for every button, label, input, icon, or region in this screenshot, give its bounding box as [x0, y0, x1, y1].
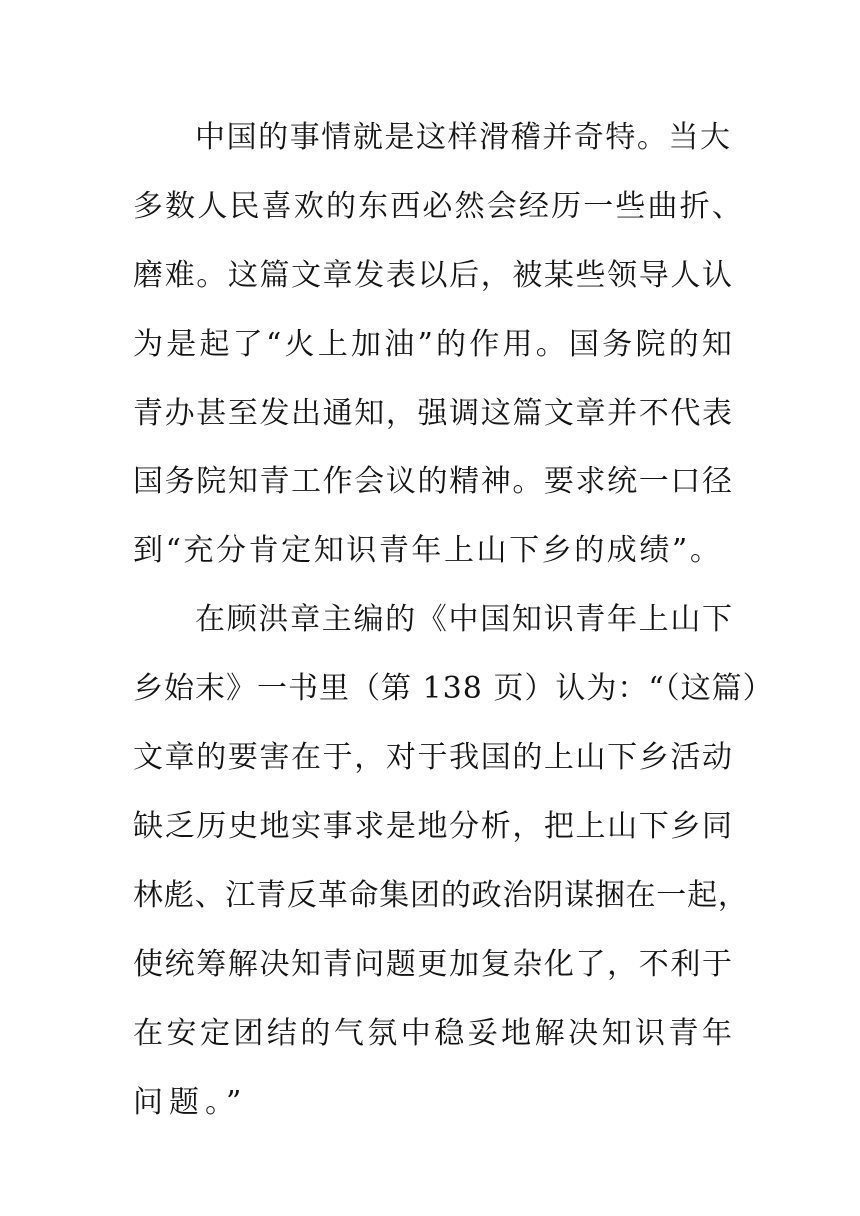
text-line: 文 章 的 要 害 在 于 ， 对 于 我 国 的 上 山 下 乡 活 动 — [133, 740, 732, 775]
text-line: 多 数 人 民 喜 欢 的 东 西 必 然 会 经 历 一 些 曲 折 、 — [133, 189, 742, 224]
text-line: 使 统 筹 解 决 知 青 问 题 更 加 复 杂 化 了 ， 不 利 于 — [133, 947, 732, 982]
text-line: 乡始末》一书里（第 138 页）认为：“（这篇） — [133, 671, 774, 706]
text-line: 缺 乏 历 史 地 实 事 求 是 地 分 析 ， 把 上 山 下 乡 同 — [133, 809, 732, 844]
text-line: 青 办 甚 至 发 出 通 知 ， 强 调 这 篇 文 章 并 不 代 表 — [133, 396, 732, 431]
text-line: 为 是 起 了 “ 火 上 加 油 ” 的 作 用 。 国 务 院 的 知 — [133, 327, 732, 362]
text-line: 在 顾 洪 章 主 编 的 《 中 国 知 识 青 年 上 山 下 — [195, 602, 732, 637]
text-line: 问题。” — [133, 1085, 248, 1120]
text-line: 到 “ 充 分 肯 定 知 识 青 年 上 山 下 乡 的 成 绩 ” 。 — [133, 533, 720, 568]
text-line: 在 安 定 团 结 的 气 氛 中 稳 妥 地 解 决 知 识 青 年 — [133, 1016, 732, 1051]
text-line: 中 国 的 事 情 就 是 这 样 滑 稽 并 奇 特 。 当 大 — [195, 120, 730, 155]
text-line: 林 彪 、 江 青 反 革 命 集 团 的 政 治 阴 谋 捆 在 一 起 ， — [133, 878, 748, 913]
text-line: 国 务 院 知 青 工 作 会 议 的 精 神 。 要 求 统 一 口 径 — [133, 464, 732, 499]
text-line: 磨 难 。 这 篇 文 章 发 表 以 后 ， 被 某 些 领 导 人 认 — [133, 258, 732, 293]
